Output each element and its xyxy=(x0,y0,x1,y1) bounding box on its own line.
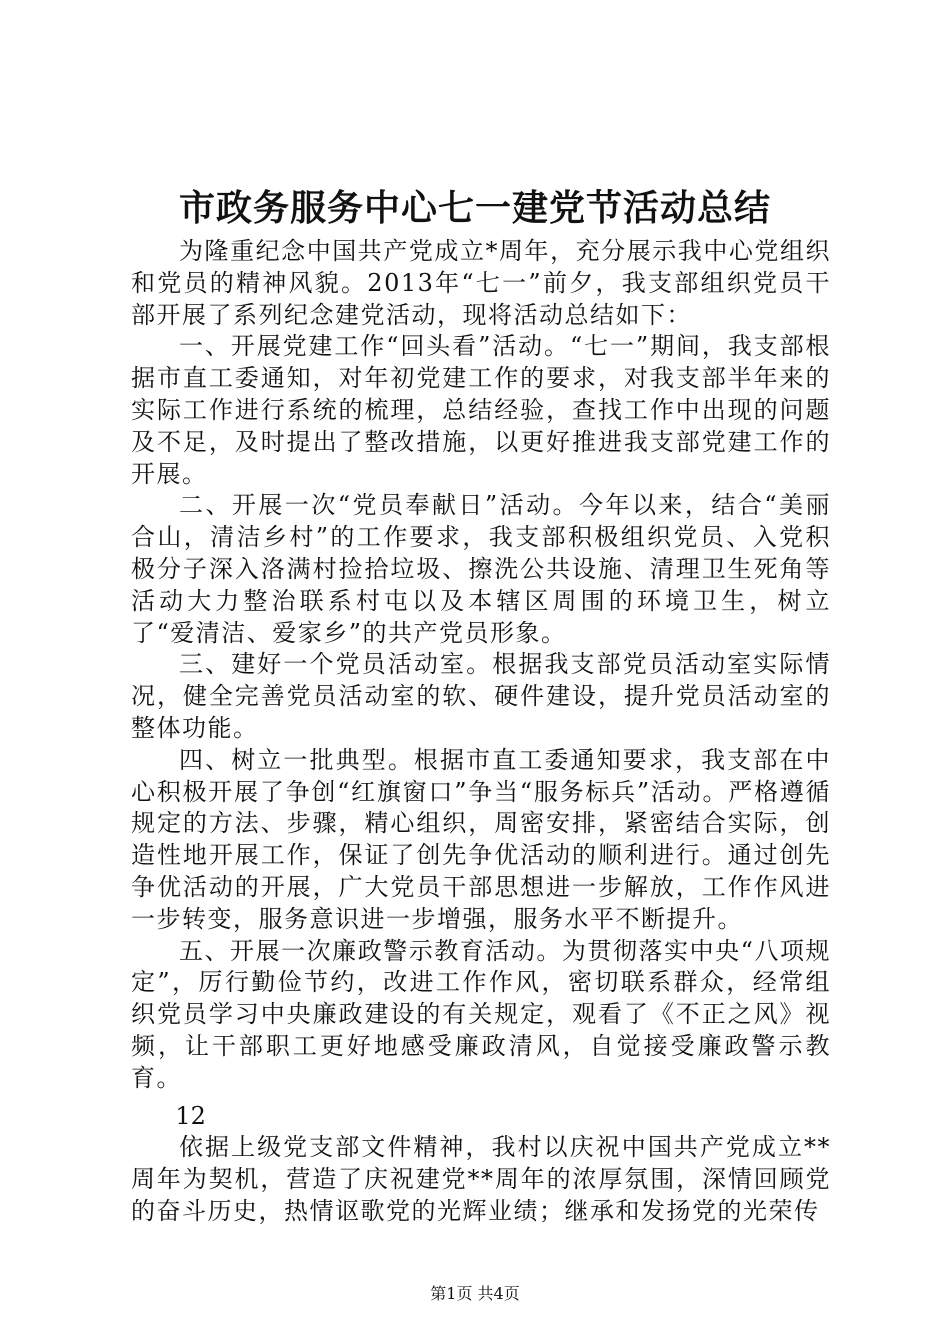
paragraph-section-4: 四、树立一批典型。根据市直工委通知要求，我支部在中心积极开展了争创“红旗窗口”争当“服务标兵”活动。严格遵循规定的方法、步骤，精心组织，周密安排，紧密结合实际，创造性地开展工作，保证了创先争优活动的顺利进行。通过创先争优活动的开展，广大党员干部思想进一步解放，工作作风进一步转变，服务意识进一步增强，服务水平不断提升。 xyxy=(131,745,831,933)
paragraph-continuation: 依据上级党支部文件精神，我村以庆祝中国共产党成立**周年为契机，营造了庆祝建党**周年的浓厚氛围，深情回顾党的奋斗历史，热情讴歌党的光辉业绩；继承和发扬党的光荣传 xyxy=(131,1133,831,1225)
page-footer: 第1页 共4页 xyxy=(430,1284,520,1303)
paragraph-section-3: 三、建好一个党员活动室。根据我支部党员活动室实际情况，健全完善党员活动室的软、硬件建设，提升党员活动室的整体功能。 xyxy=(131,650,831,742)
paragraph-section-1: 一、开展党建工作“回头看”活动。“七一”期间，我支部根据市直工委通知，对年初党建工作的要求，对我支部半年来的实际工作进行系统的梳理，总结经验，查找工作中出现的问题及不足，及时提出了整改措施，以更好推进我支部党建工作的开展。 xyxy=(131,332,831,488)
number-mark: 12 xyxy=(175,1101,206,1130)
paragraph-intro: 为隆重纪念中国共产党成立*周年，充分展示我中心党组织和党员的精神风貌。2013年“七一”前夕，我支部组织党员干部开展了系列纪念建党活动，现将活动总结如下： xyxy=(131,237,831,329)
paragraph-section-2: 二、开展一次“党员奉献日”活动。今年以来，结合“美丽合山，清洁乡村”的工作要求，我支部积极组织党员、入党积极分子深入洛满村捡拾垃圾、擦洗公共设施、清理卫生死角等活动大力整治联系村屯以及本辖区周围的环境卫生，树立了“爱清洁、爱家乡”的共产党员形象。 xyxy=(131,491,831,647)
document-title: 市政务服务中心七一建党节活动总结 xyxy=(178,187,771,229)
document-body xyxy=(131,236,831,1228)
paragraph-section-5: 五、开展一次廉政警示教育活动。为贯彻落实中央“八项规定”，厉行勤俭节约，改进工作作风，密切联系群众，经常组织党员学习中央廉政建设的有关规定，观看了《不正之风》视频，让干部职工更好地感受廉政清风，自觉接受廉政警示教育。 xyxy=(131,936,831,1092)
